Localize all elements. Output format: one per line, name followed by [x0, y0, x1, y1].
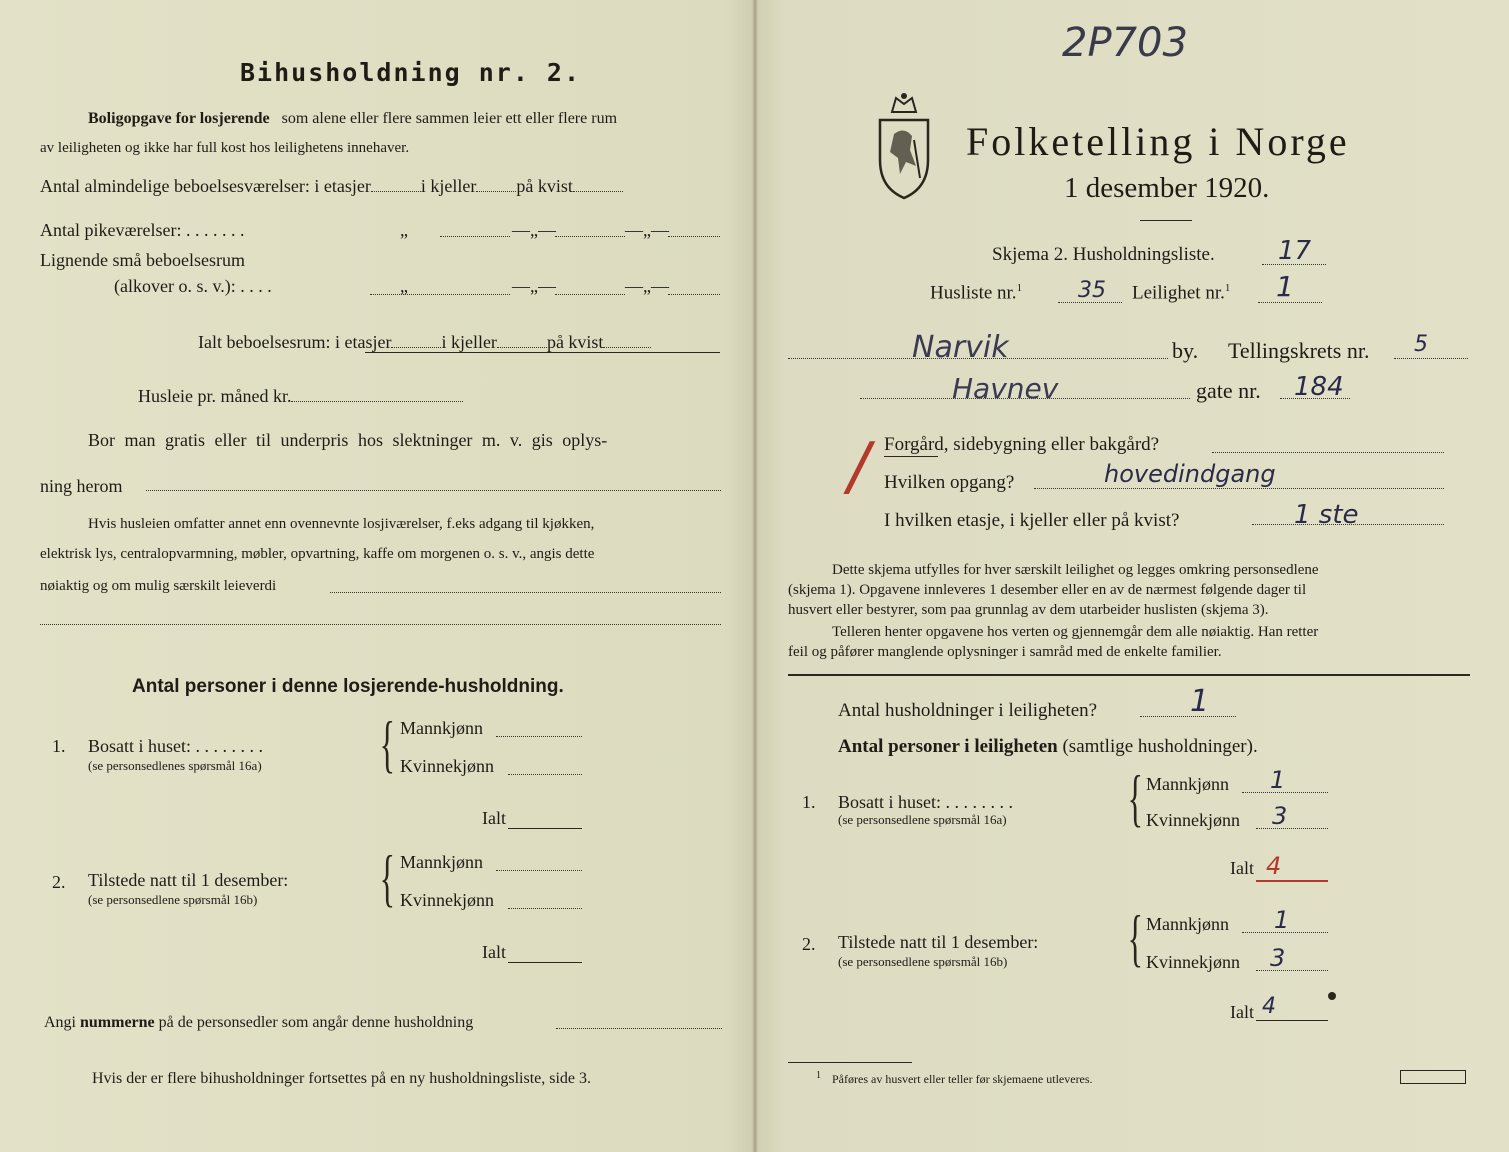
right-q1-ialt-value: 4 — [1266, 852, 1282, 880]
intro-line-2: av leiligheten og ikke har full kost hos leilighetens innehaver. — [40, 140, 410, 156]
rooms-row — [40, 176, 623, 197]
right-q1-sub: (se personsedlene spørsmål 16a) — [838, 812, 1007, 827]
opgang-label: Hvilken opgang? — [884, 472, 1015, 493]
gate-line — [860, 398, 1190, 399]
left-q1-sub: (se personsedlenes spørsmål 16a) — [88, 758, 262, 773]
left-q1-num: 1. — [52, 736, 66, 756]
right-q1-ialt-line — [1256, 880, 1328, 882]
pike-line-2 — [555, 236, 625, 237]
pike-label: Antal pikeværelser: . . . . . . . — [40, 220, 245, 240]
info-line-1: Dette skjema utfylles for hver særskilt leilighet og legges omkring personsedlene — [832, 562, 1319, 578]
lignende-label-2: (alkover o. s. v.): . . . . — [114, 276, 272, 296]
husliste-label — [930, 282, 1022, 304]
hvis-line — [330, 592, 721, 593]
pike-line-1 — [440, 236, 510, 237]
right-q2-mann-label: Mannkjønn — [1146, 914, 1229, 934]
leilighet-text: Leilighet nr. — [1132, 282, 1225, 304]
intro-rest-1: som alene eller flere sammen leier ett eller flere rum — [281, 110, 618, 127]
rooms-label: Antal almindelige beboelsesværelser: i etasjer — [40, 176, 371, 196]
info-line-3: husvert eller bestyrer, som paa grunnlag av dem utarbeider huslisten (skjema 3). — [788, 602, 1269, 618]
right-q2-ialt-line — [1256, 1020, 1328, 1021]
schema-line — [1262, 264, 1326, 265]
by-line — [788, 358, 1168, 359]
printer-stamp — [1400, 1070, 1466, 1084]
hush-line — [1140, 716, 1236, 717]
left-q1-kvinne-line — [508, 774, 582, 775]
pike-line-3 — [668, 236, 720, 237]
right-q1-kvinne-label: Kvinnekjønn — [1146, 810, 1240, 830]
coat-of-arms-icon — [872, 90, 936, 200]
right-q1-label: Bosatt i huset: . . . . . . . . — [838, 792, 1013, 812]
left-q2-ialt-label: Ialt — [482, 942, 506, 962]
hvis-line-1: Hvis husleien omfatter annet enn ovennevnte losjiværelser, f.eks adgang til kjøkken, — [88, 516, 595, 532]
footnote-divider — [788, 1062, 912, 1063]
info-divider — [788, 674, 1470, 676]
pike-ditto: „ — [400, 220, 408, 240]
etasje-line — [1252, 524, 1444, 525]
left-q1-brace: { — [379, 708, 396, 779]
leilighet-sup: 1 — [1224, 282, 1231, 294]
lignende-line-2 — [555, 294, 625, 295]
ialt-rooms-underline — [365, 352, 720, 353]
page-fold — [752, 0, 758, 1152]
left-q2-ialt-line — [508, 962, 582, 963]
ink-dot — [1328, 992, 1336, 1000]
husliste-text: Husliste nr. — [930, 282, 1017, 304]
lignende-ditto-2: —„— — [512, 276, 556, 296]
leilighet-value: 1 — [1276, 270, 1294, 303]
lignende-line-3 — [668, 294, 720, 295]
title-divider — [1140, 220, 1192, 221]
krets-value: 5 — [1414, 332, 1428, 357]
rooms-kvist: på kvist — [516, 176, 573, 196]
ialt-rooms-kjeller: i kjeller — [441, 332, 497, 352]
right-q2-ialt-value: 4 — [1262, 994, 1276, 1019]
gratis-line-1: Bor man gratis eller til underpris hos slektninger m. v. gis oplys- — [88, 430, 608, 450]
ialt-rooms-row — [198, 332, 651, 353]
hush-label: Antal husholdninger i leiligheten? — [838, 700, 1098, 721]
by-value: Narvik — [912, 330, 1009, 365]
red-check-mark: / — [848, 430, 870, 504]
leilighet-label — [1132, 282, 1230, 304]
footnote — [816, 1070, 1093, 1087]
right-q1-mann-line — [1242, 792, 1328, 793]
footnote-text: Påføres av husvert eller teller før skjemaene utleveres. — [832, 1072, 1093, 1086]
leilighet-line — [1258, 302, 1322, 303]
husleie-row — [138, 386, 463, 407]
right-q2-brace: { — [1127, 902, 1144, 973]
right-persons-heading — [838, 736, 1258, 758]
left-q2-kvinne-line — [508, 908, 582, 909]
opgang-line — [1034, 488, 1444, 489]
left-q1-label: Bosatt i huset: . . . . . . . . — [88, 736, 263, 756]
left-q2-mann-line — [496, 870, 582, 871]
right-q1-mann-value: 1 — [1270, 766, 1286, 794]
right-q1-num: 1. — [802, 792, 816, 812]
angi-suffix: på de personsedler som angår denne husholdning — [158, 1014, 474, 1031]
right-q1-kvinne-value: 3 — [1272, 802, 1288, 830]
hvis-line-3: nøiaktig og om mulig særskilt leieverdi — [40, 578, 277, 594]
ialt-rooms-etasjer: i etasjer — [334, 332, 392, 352]
left-q2-label: Tilstede natt til 1 desember: — [88, 870, 289, 890]
right-q1-mann-label: Mannkjønn — [1146, 774, 1229, 794]
info-line-2: (skjema 1). Opgavene innleveres 1 desember eller en av de nærmest følgende dager til — [788, 582, 1307, 598]
forgard-line — [1212, 452, 1444, 453]
right-q2-kvinne-label: Kvinnekjønn — [1146, 952, 1240, 972]
right-persons-bold: Antal personer i leiligheten — [838, 736, 1058, 757]
hush-value: 1 — [1190, 684, 1210, 719]
gate-nr-line — [1280, 398, 1350, 399]
husliste-sup: 1 — [1016, 282, 1023, 294]
info-line-5: feil og påfører manglende oplysninger i samråd med de enkelte familier. — [788, 644, 1222, 660]
left-q1-kvinne-label: Kvinnekjønn — [400, 756, 494, 776]
gratis-line — [146, 490, 721, 491]
hvis-line-2: elektrisk lys, centralopvarmning, møbler, opvartning, kaffe om morgenen o. s. v., angis dette — [40, 546, 595, 562]
etasje-label: I hvilken etasje, i kjeller eller på kvist? — [884, 510, 1180, 531]
pike-ditto-3: —„— — [625, 220, 669, 240]
gate-value: Havnev — [952, 372, 1059, 405]
opgang-value: hovedindgang — [1104, 460, 1276, 488]
lignende-label-1: Lignende små beboelsesrum — [40, 250, 245, 270]
left-q1-ialt-line — [508, 828, 582, 829]
krets-label: Tellingskrets nr. — [1228, 338, 1370, 363]
angi-bold: nummerne — [80, 1014, 155, 1031]
husliste-value: 35 — [1078, 278, 1106, 303]
schema-value: 17 — [1278, 236, 1312, 266]
right-title: Folketelling i Norge — [966, 119, 1350, 164]
right-q2-kvinne-line — [1256, 970, 1328, 971]
krets-line — [1394, 358, 1468, 359]
ialt-rooms-kvist: på kvist — [546, 332, 604, 352]
right-q2-mann-line — [1242, 932, 1328, 933]
left-q2-brace: { — [379, 842, 396, 913]
left-persons-heading: Antal personer i denne losjerende-husholdning. — [132, 676, 564, 697]
by-label: by. — [1172, 338, 1199, 363]
right-q2-kvinne-value: 3 — [1270, 944, 1286, 972]
right-q2-mann-value: 1 — [1274, 906, 1290, 934]
angi-line — [556, 1028, 722, 1029]
gate-label: gate nr. — [1196, 378, 1261, 403]
left-q1-mann-label: Mannkjønn — [400, 718, 483, 738]
right-q1-kvinne-line — [1256, 828, 1328, 829]
right-q1-ialt-label: Ialt — [1230, 858, 1254, 878]
rooms-kjeller: i kjeller — [420, 176, 477, 196]
left-footer: Hvis der er flere bihusholdninger fortsettes på en ny husholdningsliste, side 3. — [92, 1070, 592, 1087]
gate-nr-value: 184 — [1294, 372, 1344, 402]
right-q2-label: Tilstede natt til 1 desember: — [838, 932, 1039, 952]
forgard-label: Forgård, sidebygning eller bakgård? — [884, 434, 1160, 455]
archive-number: 2P703 — [1062, 20, 1188, 66]
info-line-4: Telleren henter opgavene hos verten og gjennemgår dem alle nøiaktig. Han retter — [832, 624, 1319, 640]
intro-line-1 — [88, 110, 617, 128]
angi-row — [44, 1014, 473, 1032]
left-q2-kvinne-label: Kvinnekjønn — [400, 890, 494, 910]
footnote-num: 1 — [816, 1070, 821, 1081]
forgard-underline — [884, 456, 938, 457]
lignende-line-1 — [370, 294, 510, 295]
right-q2-num: 2. — [802, 934, 816, 954]
husleie-label: Husleie pr. måned kr. — [138, 386, 292, 406]
pike-ditto-2: —„— — [512, 220, 556, 240]
right-date: 1 desember 1920. — [1064, 172, 1270, 204]
right-q2-ialt-label: Ialt — [1230, 1002, 1254, 1022]
left-title: Bihusholdning nr. 2. — [240, 58, 582, 87]
angi-prefix: Angi — [44, 1014, 76, 1031]
hvis-line-extra — [40, 624, 721, 625]
etasje-value: 1 ste — [1294, 500, 1359, 530]
left-q1-mann-line — [496, 736, 582, 737]
schema-label: Skjema 2. Husholdningsliste. — [992, 244, 1215, 265]
intro-bold: Boligopgave for losjerende — [88, 110, 270, 127]
lignende-ditto: „ — [400, 276, 408, 296]
ialt-rooms-label: Ialt beboelsesrum: — [198, 332, 331, 352]
gratis-line-2: ning herom — [40, 476, 123, 496]
left-q2-mann-label: Mannkjønn — [400, 852, 483, 872]
right-persons-rest: (samtlige husholdninger). — [1062, 736, 1258, 757]
lignende-ditto-3: —„— — [625, 276, 669, 296]
right-q2-sub: (se personsedlene spørsmål 16b) — [838, 954, 1008, 969]
left-q2-num: 2. — [52, 872, 66, 892]
left-q2-sub: (se personsedlene spørsmål 16b) — [88, 892, 258, 907]
right-q1-brace: { — [1127, 762, 1144, 833]
husliste-line — [1058, 302, 1122, 303]
left-q1-ialt-label: Ialt — [482, 808, 506, 828]
